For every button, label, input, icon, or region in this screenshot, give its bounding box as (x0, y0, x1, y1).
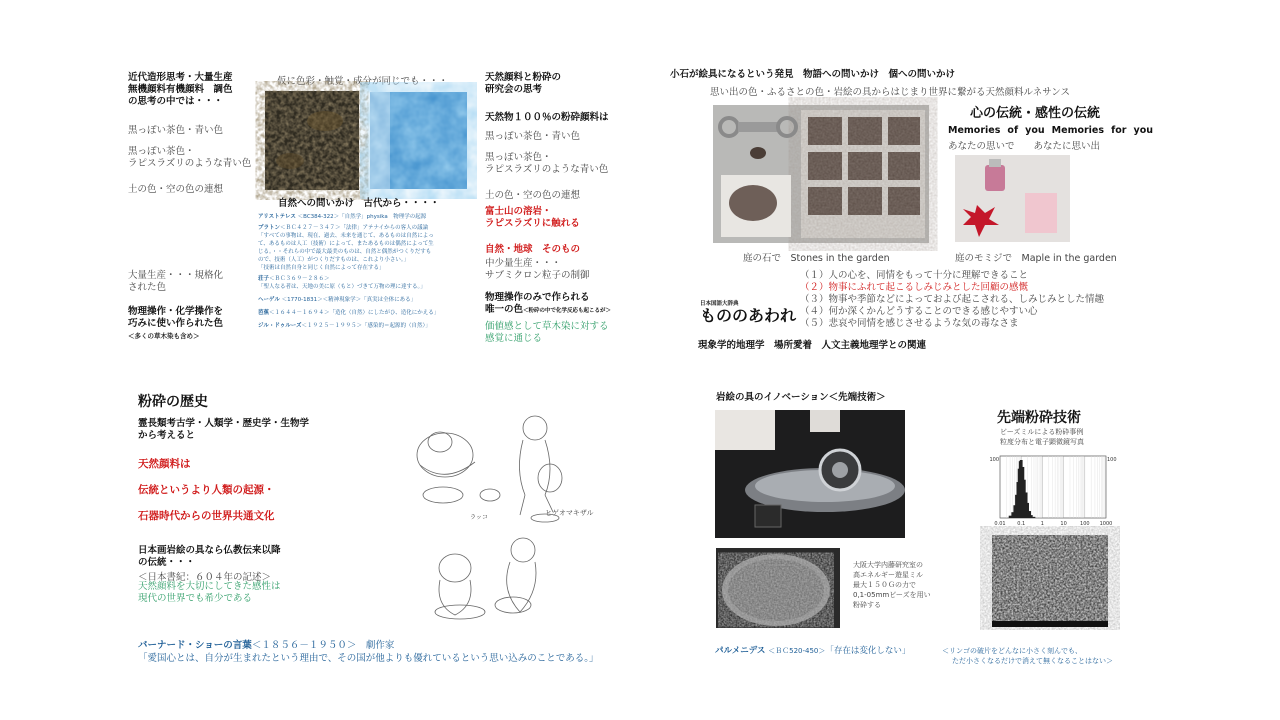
q3-intro-line1: 霊長類考古学・人類学・歴史学・生物学 (138, 418, 310, 429)
maple-photo (955, 155, 1070, 242)
q1-item1: 黒っぽい茶色・青い色 (128, 125, 224, 136)
bead-mill-photo (715, 410, 905, 538)
q1r-item2-line2: ラピスラズリのような青い色 (485, 164, 609, 175)
memories-word: you (1025, 125, 1045, 136)
q1r-item1: 黒っぽい茶色・青い色 (485, 131, 581, 142)
philosopher-text: ＜ＢＣ４２７－３４７＞「法律」アテナイからの客人の議論 (280, 225, 429, 231)
chart-x-tick-label: 10 (1060, 521, 1067, 527)
q3-nihonshoki: ＜日本書紀：６０４年の記述＞ (138, 572, 272, 583)
q2-dict-label: 日本国語大辞典 (700, 301, 739, 307)
q2-memories-jp: あなたの思いで あなたに思い出 (948, 141, 1101, 152)
q1r-small-line2: サブミクロン粒子の制御 (485, 270, 590, 281)
philosopher-line (258, 224, 439, 232)
memories-word: Memories (1051, 125, 1105, 136)
q1-heading-line1: 近代造形思考・大量生産 (128, 72, 233, 83)
q1-heading-line2: 無機顔料有機顔料 調色 (128, 84, 233, 95)
q1-item2-line1: 黒っぽい茶色・ (128, 146, 195, 157)
q1-caption-top: 仮に色彩・触覚・成分が同じでも・・・ (277, 76, 449, 87)
q1-heading-line3: の思考の中では・・・ (128, 96, 224, 107)
q3-red3: 石器時代からの世界共通文化 (138, 510, 275, 522)
philosopher-text: て、あるものは人工（技術）によって、またあるものは偶然によって生 (258, 241, 434, 247)
q1r-heading-line2: 研究会の思考 (485, 84, 543, 95)
chart-x-tick-label: 100 (1080, 521, 1090, 527)
philosopher-name: 芭蕉 (258, 310, 270, 316)
q3-title: 粉砕の歴史 (138, 394, 208, 410)
chart-x-tick-label: 1 (1040, 521, 1044, 527)
philosopher-text: 「聖人なる者は、天地の美に原（もと）づきて万物の理に達する。」 (258, 284, 426, 290)
philosopher-line (258, 296, 439, 304)
shaw-name: バーナード・ショーの言葉 (138, 640, 252, 651)
q2-caption-maple: 庭のモミジで Maple in the garden (955, 253, 1117, 264)
q4-parmenides-note (942, 646, 1113, 666)
stone-pigments-photo (713, 105, 929, 243)
q2-definitions (800, 270, 1104, 330)
q1-item3: 土の色・空の色の連想 (128, 184, 224, 195)
philosopher-name: アリストテレス (258, 214, 296, 220)
memories-word: Memories (948, 125, 1001, 136)
philosopher-text: じる。・・それらの中で最大最美のものは、自然と偶然がつくりだすも (258, 249, 432, 255)
q1-mass-line2: された色 (128, 282, 167, 293)
q1r-item2-line1: 黒っぽい茶色・ (485, 152, 552, 163)
q3-japan-line1: 日本画岩絵の具なら仏教伝来以降 (138, 545, 281, 556)
q1r-only-line1: 物理操作のみで作られる (485, 292, 590, 303)
chart-x-tick-label: 0.1 (1017, 521, 1026, 527)
q2-subheader: 思い出の色・ふるさとの色・岩絵の具からはじまり世界に繋がる天然顔料ルネサンス (710, 87, 1070, 98)
osaka-line: 0,1-05mmビーズを用い (853, 591, 931, 599)
q4-osaka (853, 560, 931, 610)
q2-caption-stone: 庭の石で Stones in the garden (743, 253, 890, 264)
q1-item2-line2: ラピスラズリのような青い色 (128, 158, 252, 169)
lava-stone-photo (265, 91, 359, 190)
q1r-value-line1: 価値感として草木染に対する (485, 321, 609, 332)
q2-header: 小石が絵具になるという発見 物語への問いかけ 個への問いかけ (670, 69, 956, 80)
definition-item: （１）人の心を、同情をもって十分に理解できること (800, 270, 1029, 281)
q1r-fuji-line2: ラピスラズリに触れる (485, 218, 580, 229)
philosopher-list (258, 213, 439, 330)
q2-memories (948, 125, 1153, 136)
chart-x-tick-label: 1000 (1099, 521, 1113, 527)
q2-heart-title: 心の伝統・感性の伝統 (970, 106, 1101, 121)
q1r-only-note: ＜粉砕の中で化学反応も起こるが＞ (523, 308, 612, 314)
q1-physical-line1: 物理操作・化学操作を (128, 306, 224, 317)
shaw-years: ＜１８５６－１９５０＞ 劇作家 (251, 640, 395, 651)
q1r-value-line2: 感覚に通じる (485, 333, 543, 344)
chart-x-tick-label: 0.01 (994, 521, 1006, 527)
philosopher-text: 「すべての事物は、現在、過去、未来を通じて、あるものは自然によっ (258, 233, 434, 239)
osaka-line: 大阪大学内藤研究室の (853, 561, 923, 569)
chart-y2-tick-label: 100 (1107, 457, 1117, 463)
q4-tech-title: 先端粉砕技術 (997, 410, 1081, 426)
q3-shaw-quote: 「愛国心とは、自分が生まれたという理由で、その国が他よりも優れているという思い込みのことである。」 (138, 653, 599, 664)
sketch-label-capuchin: ヒゲオマキザル (545, 509, 594, 517)
philosopher-text: ＜BC384-322＞「自然学」physika 物理学の起源 (297, 214, 427, 220)
sketch-label-otter: ラッコ (470, 514, 488, 521)
philosopher-name: ヘーゲル (258, 297, 280, 303)
chart-y-tick-label: 100 (989, 457, 999, 463)
philosopher-text: ので、技術（人工）がつくりだすものは、これより小さい。」 (258, 257, 410, 263)
q1r-fuji-line1: 富士山の溶岩・ (485, 206, 552, 217)
q3-intro-line2: から考えると (138, 430, 196, 441)
q3-green-line2: 現代の世界でも希少である (138, 593, 253, 604)
definition-item: （３）物事や季節などによっておよび起こされる、しみじみとした情趣 (800, 294, 1105, 305)
philosopher-line (258, 275, 439, 283)
philosopher-text: ＜ＢＣ３６９－２８６＞ (269, 276, 330, 282)
parmenides-name: パルメニデス (715, 646, 766, 656)
q1r-only-line2: 唯一の色 (485, 304, 524, 315)
q3-japan-line2: の伝統・・・ (138, 557, 196, 568)
q3-red2: 伝統というより人類の起源・ (138, 484, 275, 496)
q1-mass-line1: 大量生産・・・規格化 (128, 270, 224, 281)
lapis-blue-photo (370, 92, 467, 189)
q1r-small-line1: 中少量生産・・・ (485, 258, 562, 269)
parmenides-quote: 「存在は変化しない」 (825, 646, 911, 656)
q2-footer: 現象学的地理学 場所愛着 人文主義地理学との関連 (698, 340, 927, 351)
definition-item: （２）物事にふれて起こるしみじみとした回顧の感慨 (800, 282, 1029, 293)
osaka-line: 高エネルギー遊星ミル (853, 571, 923, 579)
q4-heading: 岩絵の具のイノベーション＜先端技術＞ (716, 392, 886, 403)
q3-shaw (138, 637, 394, 651)
memories-word: you (1133, 125, 1153, 136)
philosopher-name: ジル・ドゥルーズ (258, 323, 302, 329)
q1r-sub: 天然物１００％の粉砕顔料は (485, 112, 609, 123)
q4-tech-sub-line2: 粒度分布と電子顕微鏡写真 (1000, 438, 1084, 446)
philosopher-name: 荘子 (258, 276, 270, 282)
q2-mono-title: もののあわれ (700, 306, 797, 325)
philosopher-text: ＜１９２５－１９９５＞「感染的＝起源的（自然）」 (301, 323, 431, 329)
philosopher-line (258, 213, 439, 221)
sem-micrograph (992, 535, 1108, 627)
chart-bar (1033, 517, 1036, 518)
osaka-line: 粉砕する (853, 601, 881, 609)
q4-tech-sub-line1: ビーズミルによる粉砕事例 (1000, 428, 1084, 436)
q3-green-line1: 天然顔料を大切にしてきた感性は (138, 581, 281, 592)
philosopher-line (258, 309, 439, 317)
chart-bar (1009, 516, 1012, 518)
q1-physical-note: ＜多くの草木染も含め＞ (128, 332, 200, 340)
philosopher-name: プラトン (258, 225, 281, 231)
q1r-nature: 自然・地球 そのもの (485, 244, 581, 255)
definition-item: （５）悲哀や同情を感じさせるような気の毒なさま (800, 318, 1019, 329)
q4-parmenides (715, 644, 910, 656)
memories-word: of (1007, 125, 1019, 136)
parmenides-note-line1: ＜リンゴの破片をどんなに小さく刻んでも、 (942, 647, 1082, 655)
philosopher-text: ＜1770-1831＞＜精神現象学＞「真実は全体にある」 (281, 297, 417, 303)
particle-size-chart (989, 452, 1117, 530)
parmenides-years: ＜ＢＣ520-450＞ (768, 647, 826, 655)
philosopher-text: 「技術は自然自身と同じく自然によって存在する」 (258, 265, 385, 271)
philosopher-text: ＜１６４４－１６９４＞「造化（自然）にしたがひ、造化にかえる」 (269, 310, 440, 316)
memories-word: for (1111, 125, 1127, 136)
milled-powder-photo (716, 548, 840, 628)
philosopher-line (258, 322, 439, 330)
q1r-heading-line1: 天然顔料と粉砕の (485, 72, 562, 83)
q1-caption-bottom: 自然への問いかけ 古代から・・・・ (278, 198, 440, 209)
parmenides-note-line2: ただ小さくなるだけで消えて無くなることはない＞ (952, 657, 1113, 665)
q1-physical-line2: 巧みに使い作られた色 (128, 318, 224, 329)
definition-item: （４）何か深くかんどうすることのできる感じやすい心 (800, 306, 1038, 317)
q1r-item3: 土の色・空の色の連想 (485, 190, 581, 201)
chart-bar (1030, 515, 1033, 518)
osaka-line: 最大１５０Ｇの力で (853, 581, 916, 589)
q3-red1: 天然顔料は (138, 458, 191, 470)
